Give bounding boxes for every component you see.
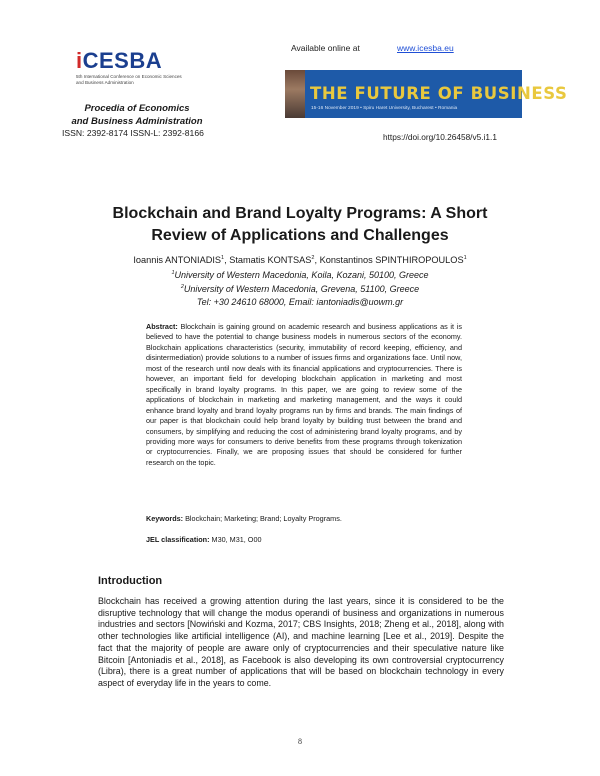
jel-codes: M30, M31, O00 — [211, 535, 262, 544]
author-affiliation-mark: 1 — [221, 254, 225, 261]
author-name: Stamatis KONTSAS — [229, 255, 312, 265]
doi-link[interactable]: https://doi.org/10.26458/v5.i1.1 — [383, 132, 497, 142]
section-heading-introduction: Introduction — [98, 575, 163, 587]
abstract — [146, 322, 462, 468]
banner-title: THE FUTURE OF BUSINESS — [310, 84, 568, 103]
journal-name — [62, 102, 212, 128]
logo-text: CESBA — [82, 48, 163, 73]
author-list: Ioannis ANTONIADIS$^1$, Stamatis KONTSAS$^2$, Konstantinos SPINTHIROPOULOS$^1$ — [133, 254, 467, 265]
affiliation-1: $^1$University of Western Macedonia, Koila, Kozani, 50100, Greece — [171, 270, 429, 280]
author-name: Ioannis ANTONIADIS — [133, 255, 222, 265]
author-affiliation-mark: 1 — [463, 254, 467, 261]
keywords — [146, 514, 466, 523]
affiliation-2: $^2$University of Western Macedonia, Grevena, 51100, Greece — [180, 284, 420, 294]
conference-logo — [76, 46, 196, 92]
abstract-text: Blockchain is gaining ground on academic research and business applications as it is believed to have the potential to change business models in numerous sectors of the economy. Blockchain applications characteristics (security, immutability of record keeping, efficiency, and disintermediation) provide solutions to a number of issues firms and organizations face. Until now, most of the research until now deals with its financial applications and cryptocurrencies. There is however, an important field for developing blockchain application in marketing and most specifically in brand loyalty programs. In this paper, we are going to review some of the applications of blockchain in marketing and marketing management, and the ways it could enhance brand loyalty and brand loyalty programs run by firms and brands. The main findings of our paper is that blockchain could help brand loyalty by building trust between the brand and consumers, by simplifying and reducing the cost of administering brand loyalty programs, and by providing more ways for consumers to derive benefits from these programs through tokenization or cryptocurrencies. Finally, we are proposing issues that should be considered for further research on the topic. — [146, 322, 462, 467]
keywords-label: Keywords: — [146, 514, 184, 523]
contact-info: Tel: +30 24610 68000, Email: iantoniadis@uowm.gr — [196, 297, 404, 307]
available-online-label: Available online at — [291, 43, 360, 53]
journal-line-1: Procedia of Economics — [84, 103, 190, 114]
journal-line-2: and Business Administration — [71, 116, 203, 127]
page-number: 8 — [298, 737, 302, 746]
introduction-paragraph: Blockchain has received a growing attention during the last years, since it is considered to be the disruptive technology that will change the modus operandi of business and organizations in numerous industries and sectors [Nowiński and Kozma, 2017; CBS Insights, 2018; Zheng et al., 2018], along with other technologies like artificial intelligence (AI), and machine learning [Lee et al., 2019]. Despite the fact that the majority of people are aware only of cryptocurrencies and their speculative nature like Bitcoin [Antoniadis et al., 2018], as Facebook is also developing its own controversial cryptocurrency (Libra), there is a great number of applications that will be based on blockchain technology in every aspect of everyday life in the years to come. — [98, 596, 504, 688]
title-line-1: Blockchain and Brand Loyalty Programs: A Short — [112, 205, 488, 222]
keywords-text: Blockchain; Marketing; Brand; Loyalty Programs. — [185, 514, 342, 523]
paper-title — [60, 203, 540, 247]
author-name: Konstantinos SPINTHIROPOULOS — [319, 255, 464, 265]
author-affiliation-mark: 2 — [311, 254, 315, 261]
website-link[interactable]: www.icesba.eu — [397, 43, 454, 53]
title-line-2: Review of Applications and Challenges — [151, 227, 449, 244]
banner-subtitle: 15-16 November 2019 • Spiru Haret University, Bucharest • Romania — [311, 106, 458, 111]
jel-classification — [146, 535, 466, 544]
abstract-label: Abstract: — [146, 322, 178, 331]
issn: ISSN: 2392-8174 ISSN-L: 2392-8166 — [62, 128, 204, 138]
logo-subtitle: 5th International Conference on Economic Sciences and Business Administration — [76, 74, 182, 85]
logo-i-icon: i — [76, 48, 83, 73]
conference-banner — [285, 70, 568, 118]
banner-photo — [285, 70, 305, 118]
jel-label: JEL classification: — [146, 535, 210, 544]
